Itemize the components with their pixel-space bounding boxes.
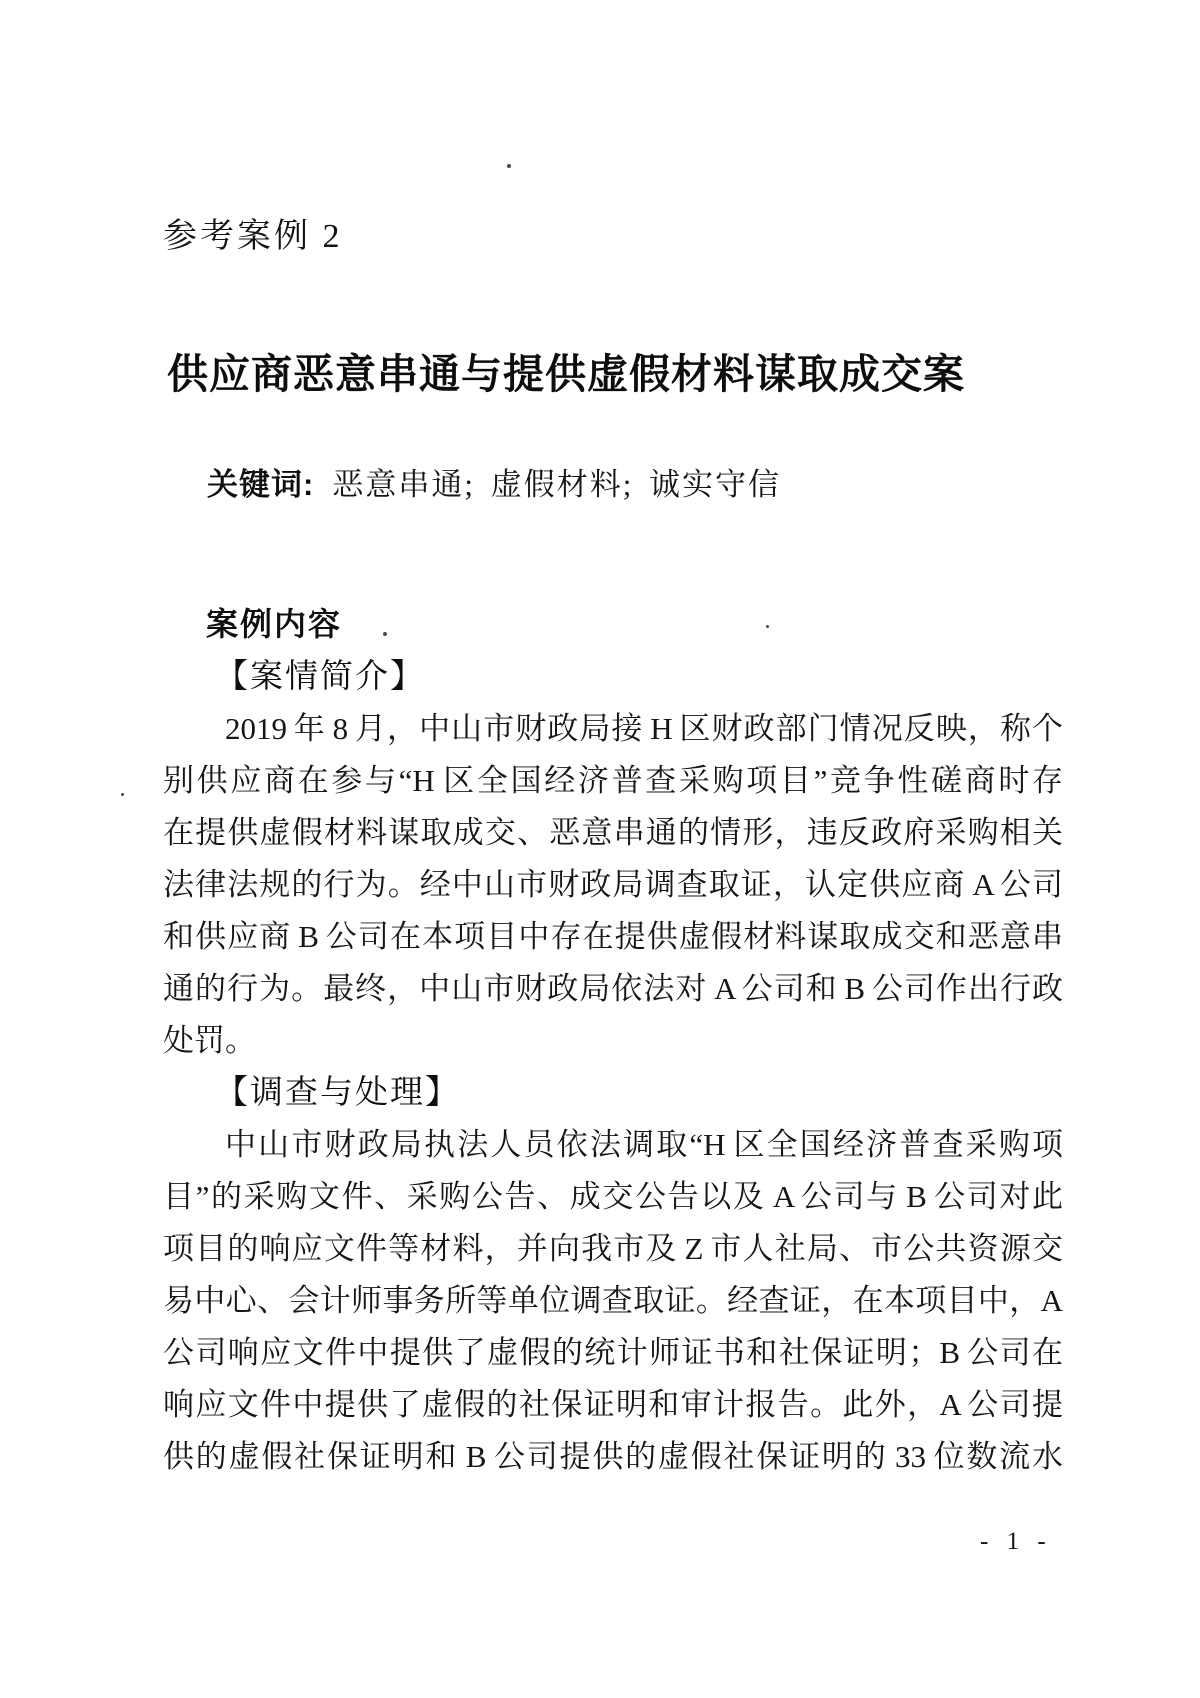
page-number: - 1 - xyxy=(980,1528,1052,1555)
content-section-heading: 案例内容 xyxy=(206,606,343,642)
scan-speck xyxy=(507,164,511,168)
text-line: 目”的采购文件、采购公告、成交公告以及 A 公司与 B 公司对此 xyxy=(163,1179,1063,1214)
text-line: 处罚。 xyxy=(163,1023,256,1058)
text-line: 易中心、会计师事务所等单位调查取证。经查证，在本项目中，A xyxy=(163,1283,1063,1318)
text-line: 供的虚假社保证明和 B 公司提供的虚假社保证明的 33 位数流水 xyxy=(163,1439,1063,1474)
scan-speck xyxy=(766,625,769,628)
text-line: 项目的响应文件等材料，并向我市及 Z 市人社局、市公共资源交 xyxy=(163,1231,1063,1266)
document-body xyxy=(163,651,1063,1483)
text-line: 2019 年 8 月，中山市财政局接 H 区财政部门情况反映，称个 xyxy=(225,711,1063,746)
document-title: 供应商恶意串通与提供虚假材料谋取成交案 xyxy=(167,351,965,397)
text-line: 别供应商在参与“H 区全国经济普查采购项目”竞争性磋商时存 xyxy=(163,763,1063,798)
subsection-heading: 【调查与处理】 xyxy=(215,1075,460,1111)
case-reference-label: 参考案例 2 xyxy=(163,218,343,255)
text-line: 中山市财政局执法人员依法调取“H 区全国经济普查采购项 xyxy=(225,1127,1063,1162)
keywords-text: 恶意串通; 虚假材料; 诚实守信 xyxy=(332,467,782,502)
text-line: 和供应商 B 公司在本项目中存在提供虚假材料谋取成交和恶意串 xyxy=(163,919,1063,954)
scan-speck xyxy=(383,632,387,636)
text-line: 通的行为。最终，中山市财政局依法对 A 公司和 B 公司作出行政 xyxy=(163,971,1063,1006)
subsection-heading: 【案情简介】 xyxy=(215,659,425,695)
text-line: 响应文件中提供了虚假的社保证明和审计报告。此外，A 公司提 xyxy=(163,1387,1063,1422)
keywords-row xyxy=(207,464,781,506)
text-line: 在提供虚假材料谋取成交、恶意串通的情形，违反政府采购相关 xyxy=(163,815,1063,850)
keywords-label: 关键词: xyxy=(207,467,315,502)
text-line: 法律法规的行为。经中山市财政局调查取证，认定供应商 A 公司 xyxy=(163,867,1063,902)
text-line: 公司响应文件中提供了虚假的统计师证书和社保证明；B 公司在 xyxy=(163,1335,1063,1370)
scan-speck xyxy=(121,793,124,796)
